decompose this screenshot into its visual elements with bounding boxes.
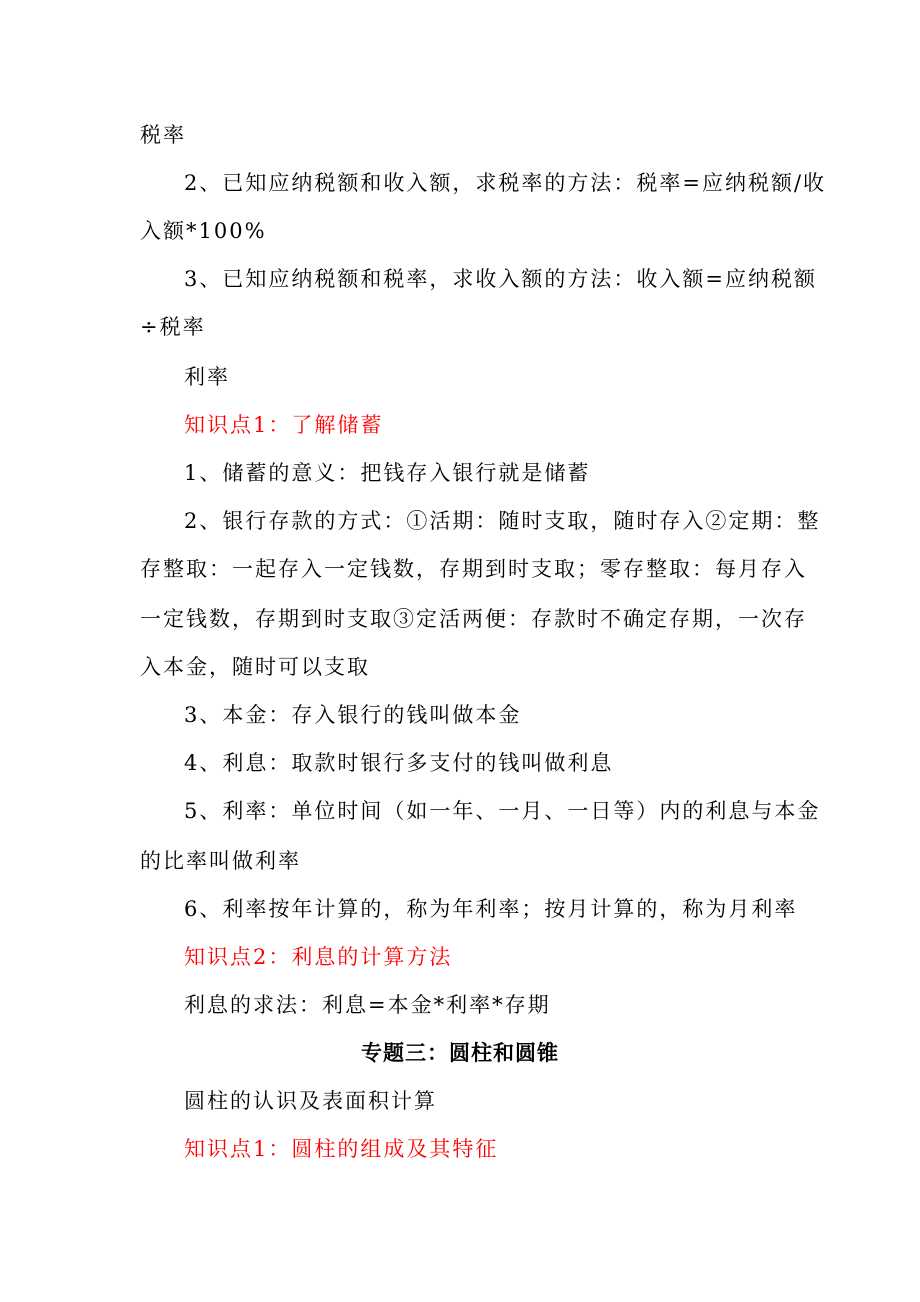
text-line: 入额*100% xyxy=(140,219,267,243)
knowledge-point-heading: 知识点2：利息的计算方法 xyxy=(184,945,453,969)
text-line: 一定钱数，存期到时支取③定活两便：存款时不确定存期，一次存 xyxy=(140,607,807,631)
text-line: 1、储蓄的意义：把钱存入银行就是储蓄 xyxy=(184,461,591,485)
text-line: 存整取：一起存入一定钱数，存期到时支取；零存整取：每月存入 xyxy=(140,557,807,581)
text-line: 2、银行存款的方式：①活期：随时支取，随时存入②定期：整 xyxy=(184,509,821,533)
chapter-heading: 专题三：圆柱和圆锥 xyxy=(361,1041,559,1065)
text-line: 税率 xyxy=(140,123,186,147)
text-line: 5、利率：单位时间（如一年、一月、一日等）内的利息与本金 xyxy=(184,799,821,823)
text-line: 6、利率按年计算的，称为年利率；按月计算的，称为月利率 xyxy=(184,897,798,921)
section-label: 利率 xyxy=(184,365,230,389)
text-line: 的比率叫做利率 xyxy=(140,849,301,873)
text-line: 3、本金：存入银行的钱叫做本金 xyxy=(184,703,522,727)
section-label: 圆柱的认识及表面积计算 xyxy=(184,1089,437,1113)
knowledge-point-heading: 知识点1：圆柱的组成及其特征 xyxy=(184,1137,499,1161)
text-line: 4、利息：取款时银行多支付的钱叫做利息 xyxy=(184,751,614,775)
text-line: 入本金，随时可以支取 xyxy=(140,655,370,679)
text-line: 2、已知应纳税额和收入额，求税率的方法：税率=应纳税额/收 xyxy=(184,171,827,195)
text-line: 利息的求法：利息=本金*利率*存期 xyxy=(184,993,551,1017)
knowledge-point-heading: 知识点1：了解储蓄 xyxy=(184,413,384,437)
text-line: 3、已知应纳税额和税率，求收入额的方法：收入额=应纳税额 xyxy=(184,267,817,291)
text-line: ÷税率 xyxy=(140,315,206,339)
